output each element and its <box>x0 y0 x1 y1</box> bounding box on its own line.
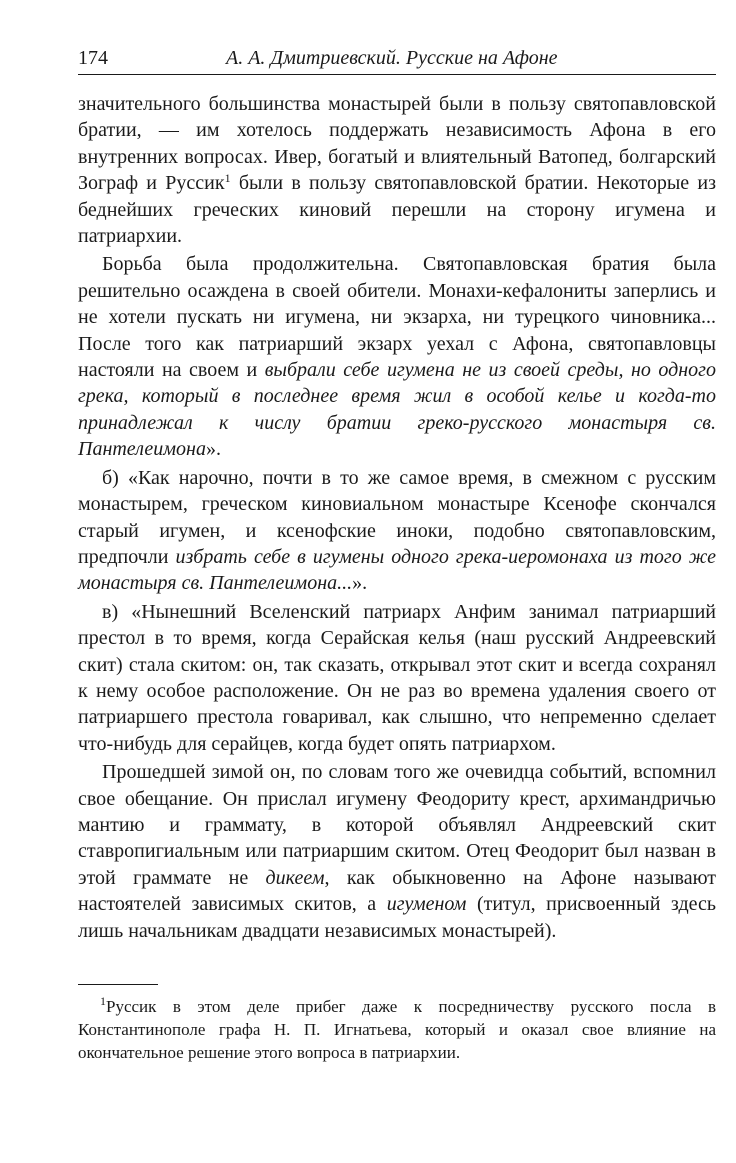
footnote-marker: 1 <box>100 994 106 1008</box>
header-rule <box>78 74 716 75</box>
text-segment: Прошедшей зимой он, по словам того же очевидца событий, вспомнил свое обещание. Он прислал игумену Феодориту крест, архимандричью мантию и граммату, в которой объявлял Андреевский скит ставропигиальным или патриаршим скитом. Отец Феодорит был назван в этой граммате не <box>78 761 716 889</box>
text-segment: б) «Как нарочно, почти в то же самое время, в смежном с русским монастырем, греческом киновиальном монастыре Ксенофе скончался старый игумен, и ксенофские иноки, подобно святопавловским, предпочли <box>78 466 716 568</box>
text-segment: (титул, присвоенный здесь лишь начальникам двадцати независимых монастырей). <box>78 893 717 942</box>
page-header <box>78 44 716 72</box>
page-number: 174 <box>78 47 108 69</box>
footnote-text: Руссик в этом деле прибег даже к посредничеству русского посла в Константинополе графа Н. П. Игнатьева, который и оказал свое влияние на окончательное решение этого вопроса в патриархии. <box>78 997 716 1062</box>
text-segment: значительного большинства монастырей были в пользу святопавловской братии, — им хотелось поддержать независимость Афона в его внутренних вопросах. Ивер, богатый и влиятельный Ватопед, болгарский Зограф и Руссик <box>78 93 716 195</box>
paragraph-3 <box>78 465 716 597</box>
italic-segment: избрать себе в игумены одного грека-иеромонаха из того же монастыря св. Пантелеимона... <box>78 545 716 595</box>
paragraph-1 <box>78 91 716 249</box>
text-segment: были в пользу святопавловской братии. Некоторые из беднейших греческих киновий перешли на сторону игумена и патриархии. <box>78 172 716 248</box>
italic-segment: игуменом <box>386 893 467 916</box>
text-segment: ». <box>352 572 368 595</box>
book-page <box>78 44 717 1062</box>
text-segment: ». <box>205 438 221 461</box>
text-segment: в) «Нынешний Вселенский патриарх Анфим занимал патриарший престол в то время, когда Серайская келья (наш русский Андреевский скит) стала скитом: он, так сказать, открывал этот скит и всегда сохранял к нему особое расположение. Он не раз во времена удаления своего от патриаршего престола говаривал, как слышно, что непременно сделает что-нибудь для серайцев, когда будет опять патриархом. <box>78 600 716 755</box>
main-text <box>78 91 716 946</box>
footnote-marker: 1 <box>224 171 231 186</box>
paragraph-4 <box>78 599 716 757</box>
running-head: А. А. Дмитриевский. Русские на Афоне <box>226 47 558 69</box>
paragraph-2 <box>78 251 716 462</box>
paragraph-5 <box>78 759 716 944</box>
text-segment: Борьба была продолжительна. Святопавловская братия была решительно осаждена в своей обители. Монахи-кефалониты заперлись и не хотели пускать ни игумена, ни экзарха, ни турецкого чиновника... После того как патриарший экзарх уехал с Афона, святопавловцы настояли на своем и <box>78 253 716 382</box>
footnote-rule <box>78 984 158 985</box>
italic-segment: выбрали себе игумена не из своей среды, но одного грека, который в последнее время жил в особой келье и когда-то принадлежал к числу братии греко-русского монастыря св. Пантелеимона <box>78 359 716 461</box>
footnote <box>78 995 716 1064</box>
italic-segment: дикеем <box>265 866 325 889</box>
text-segment: , как обыкновенно на Афоне называют настоятелей зависимых скитов, а <box>78 866 717 916</box>
